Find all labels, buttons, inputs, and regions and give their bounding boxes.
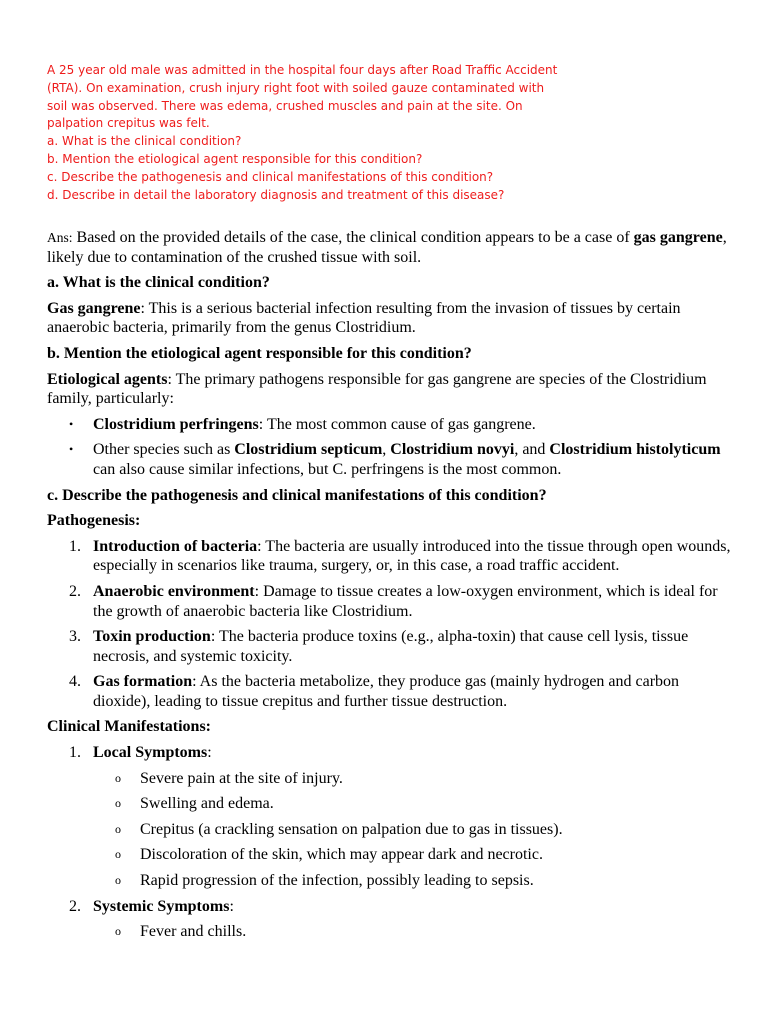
bullet-text: , and [514,441,550,459]
step-text: : Damage to tissue creates a low-oxygen environment, which is ideal for the growth of anaerobic bacteria like Clostridium. [93,582,718,620]
term-colon: : [207,744,212,762]
question-line: c. Describe the pathogenesis and clinical manifestations of this condition? [47,169,494,184]
circle-bullet-icon: o [115,924,121,939]
bullet-term: Clostridium septicum [234,441,383,459]
section-a-term: Gas gangrene [47,299,141,317]
item-number: 1. [69,744,81,762]
list-item [47,440,737,479]
case-question-block [47,62,607,204]
list-item [93,922,737,942]
circle-bullet-icon: o [115,796,121,811]
bullet-text: can also cause similar infections, but C. perfringens is the most common. [93,460,562,478]
list-item [93,794,737,814]
answer-label: Ans: [47,230,73,245]
bullet-text: : The most common cause of gas gangrene. [258,415,536,433]
question-line: (RTA). On examination, crush injury right foot with soiled gauze contaminated with [47,80,545,95]
list-item [93,845,737,865]
section-b-heading: b. Mention the etiological agent responsible for this condition? [47,344,472,362]
step-term: Gas formation [93,673,193,691]
answer-intro-term: gas gangrene [633,229,723,246]
bullet-icon: • [69,442,74,457]
question-line: palpation crepitus was felt. [47,116,210,131]
pathogenesis-heading: Pathogenesis: [47,512,141,530]
symptom-text: Swelling and edema. [140,795,274,813]
symptom-text: Fever and chills. [140,923,247,941]
item-number: 3. [69,628,81,646]
list-item [47,627,737,666]
bullet-term: Clostridium histolyticum [549,441,721,459]
circle-bullet-icon: o [115,847,121,862]
list-item [47,672,737,711]
list-item [93,871,737,891]
question-line: d. Describe in detail the laboratory diagnosis and treatment of this disease? [47,187,505,202]
local-symptoms-term: Local Symptoms [93,744,208,762]
step-text: : The bacteria produce toxins (e.g., alpha-toxin) that cause cell lysis, tissue necrosis, and systemic toxicity. [93,628,689,665]
bullet-text: Other species such as [93,441,235,459]
symptom-text: Discoloration of the skin, which may appear dark and necrotic. [140,846,543,864]
circle-bullet-icon: o [115,821,121,836]
answer-content [47,228,737,948]
etiology-bullet-list [47,415,737,480]
section-c-heading: c. Describe the pathogenesis and clinical manifestations of this condition? [47,486,547,504]
list-item [47,743,737,891]
answer-intro [47,228,737,267]
systemic-symptoms-list [93,922,737,942]
answer-intro-tail: , likely due to contamination of the crushed tissue with soil. [47,229,727,266]
bullet-icon: • [69,416,74,431]
question-line: b. Mention the etiological agent responsible for this condition? [47,151,423,166]
list-item [47,897,737,942]
list-item [93,769,737,789]
question-line: soil was observed. There was edema, crushed muscles and pain at the site. On [47,98,523,113]
list-item [47,537,737,576]
list-item [47,582,737,621]
question-line: a. What is the clinical condition? [47,134,242,149]
item-number: 4. [69,673,81,691]
circle-bullet-icon: o [115,873,121,888]
term-colon: : [229,897,234,915]
section-b-text: : The primary pathogens responsible for gas gangrene are species of the Clostridium family, particularly: [47,370,707,408]
section-a-paragraph [47,299,737,338]
item-number: 2. [69,582,81,600]
step-term: Introduction of bacteria [93,537,258,555]
section-a-text: : This is a serious bacterial infection resulting from the invasion of tissues by certain anaerobic bacteria, primarily from the genus Clostridium. [47,299,681,337]
local-symptoms-list [93,769,737,891]
section-b-paragraph [47,370,737,409]
symptom-text: Rapid progression of the infection, possibly leading to sepsis. [140,872,534,890]
section-a-heading: a. What is the clinical condition? [47,274,270,292]
symptom-text: Severe pain at the site of injury. [140,769,343,787]
clinical-list [47,743,737,942]
bullet-term: Clostridium perfringens [93,415,259,433]
answer-intro-text: Based on the provided details of the case, the clinical condition appears to be a case of [72,229,634,246]
section-b-term: Etiological agents [47,370,168,388]
systemic-symptoms-term: Systemic Symptoms [93,897,230,915]
question-line: A 25 year old male was admitted in the hospital four days after Road Traffic Accident [47,63,558,77]
bullet-term: Clostridium novyi [390,441,515,459]
item-number: 1. [69,537,81,555]
item-number: 2. [69,897,81,915]
step-term: Toxin production [93,628,211,646]
step-text: : As the bacteria metabolize, they produce gas (mainly hydrogen and carbon dioxide), leading to tissue crepitus and further tissue destruction. [93,673,680,710]
step-term: Anaerobic environment [93,582,255,600]
pathogenesis-list [47,537,737,712]
list-item [93,820,737,840]
step-text: : The bacteria are usually introduced into the tissue through open wounds, especially in scenarios like trauma, surgery, or, in this case, a road traffic accident. [93,537,731,575]
circle-bullet-icon: o [115,770,121,785]
bullet-text: , [382,441,391,459]
list-item [47,415,737,435]
clinical-heading: Clinical Manifestations: [47,718,211,736]
symptom-text: Crepitus (a crackling sensation on palpation due to gas in tissues). [140,820,563,838]
